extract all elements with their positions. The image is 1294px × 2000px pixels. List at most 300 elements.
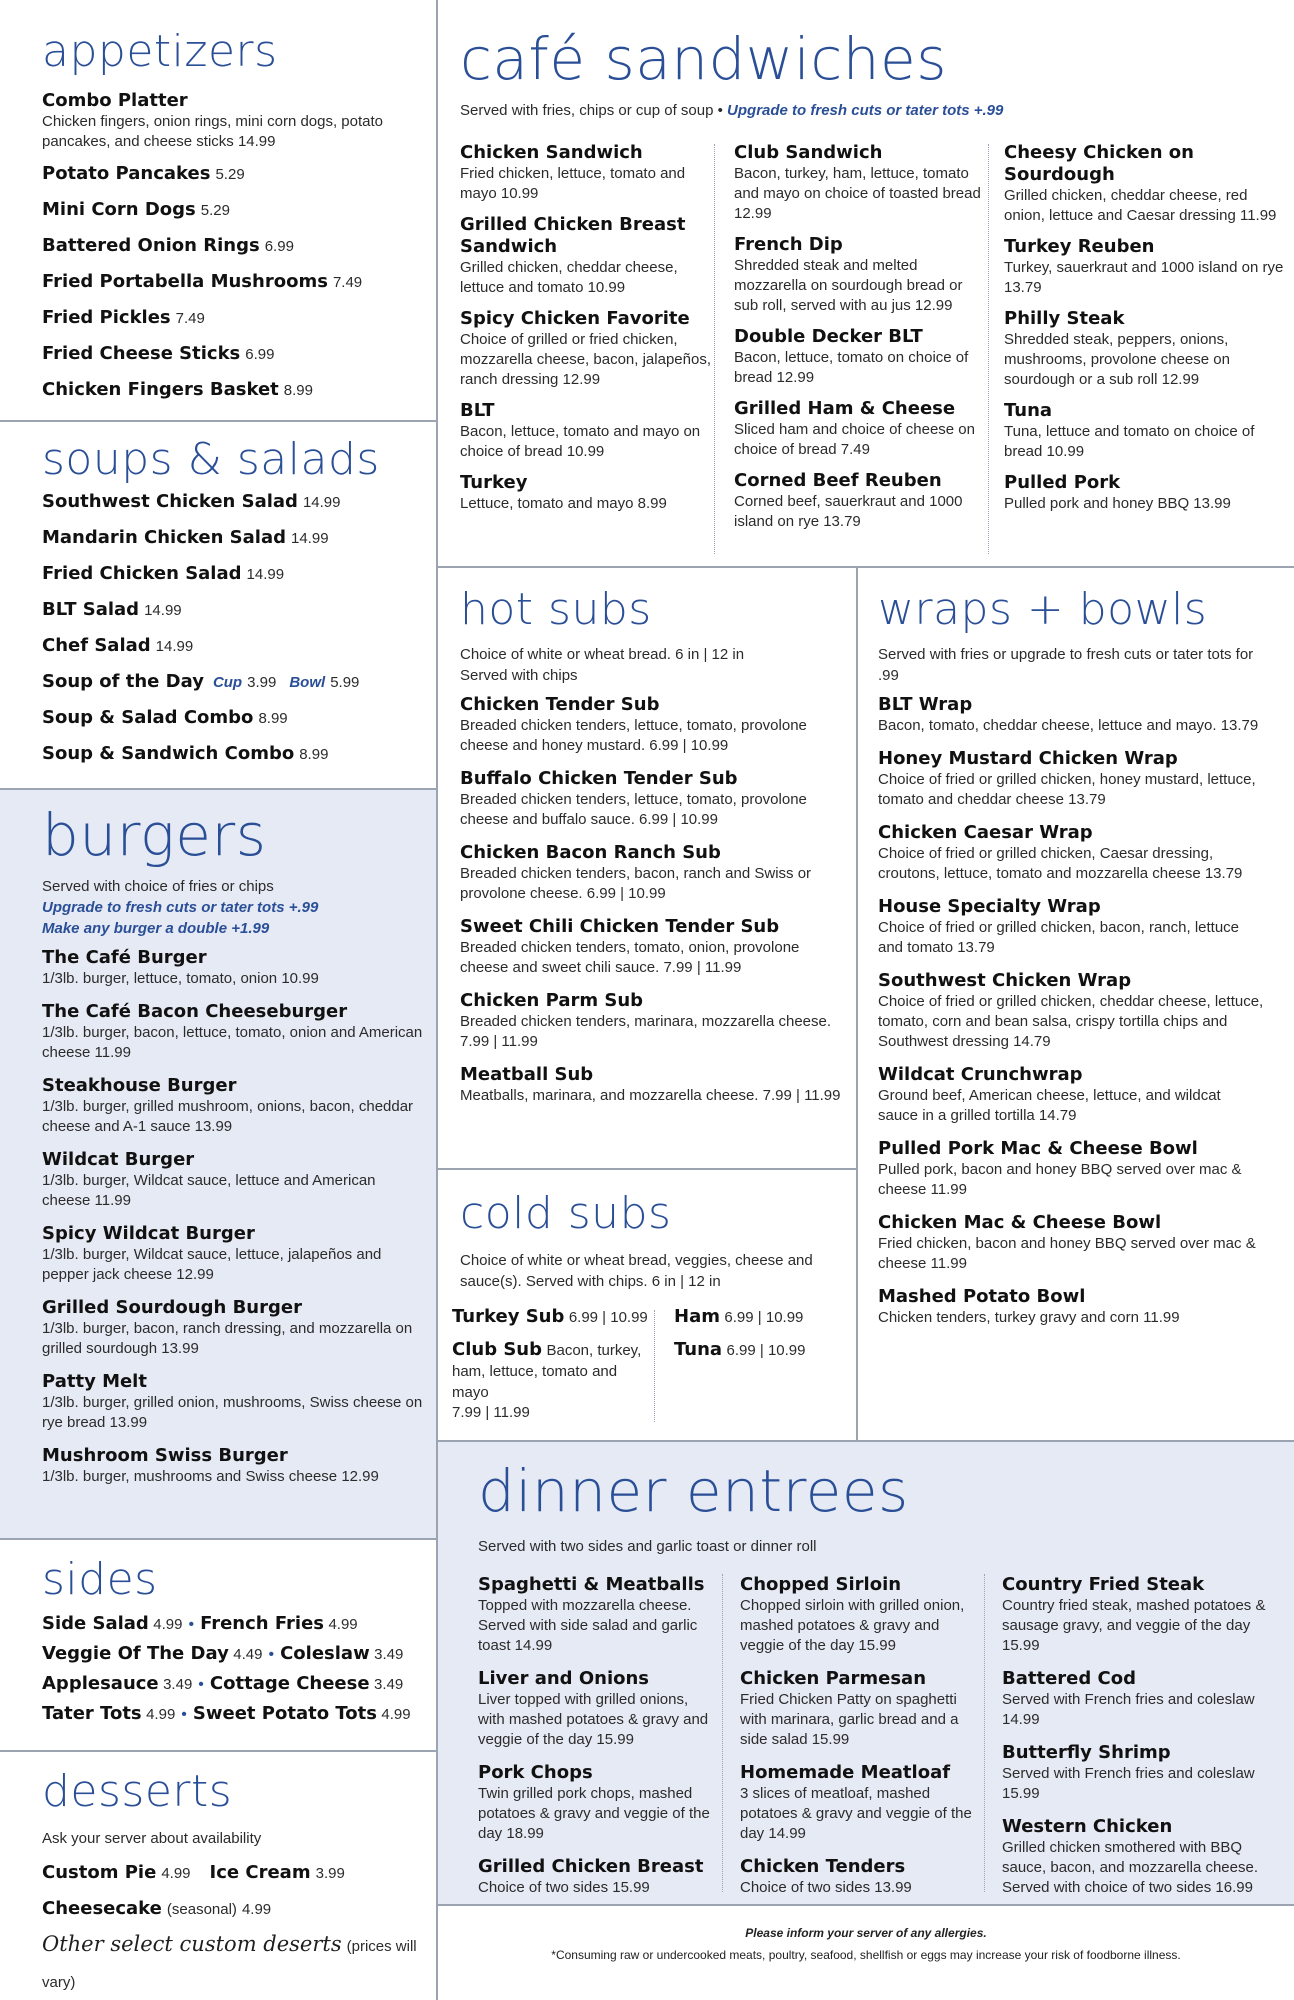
dinner-entrees-title: dinner entrees: [478, 1457, 909, 1525]
item-name: Butterfly Shrimp: [1002, 1742, 1171, 1763]
other-desserts-note: (prices will vary): [42, 1938, 417, 1991]
item-description: Tuna, lettuce and tomato on choice of bread 10.99: [1004, 423, 1255, 460]
cold-subs-intro: Choice of white or wheat bread, veggies, cheese and sauce(s). Served with chips. 6 in | 12 in: [460, 1252, 813, 1290]
item-description: 1/3lb. burger, Wildcat sauce, lettuce and American cheese 11.99: [42, 1172, 376, 1209]
item-name: Club Sandwich: [734, 142, 883, 163]
menu-item: [740, 1574, 980, 1656]
item-description: Grilled chicken smothered with BBQ sauce, bacon, and mozzarella cheese. Served with choice of two sides 16.99: [1002, 1839, 1258, 1896]
item-name: Fried Chicken Salad: [42, 563, 242, 584]
item-price: 6.99: [264, 238, 294, 255]
item-name: Western Chicken: [1002, 1816, 1173, 1837]
item-description: Choice of fried or grilled chicken, cheddar cheese, lettuce, tomato, corn and bean salsa, crispy tortilla chips and Southwest dressing 14.79: [878, 993, 1264, 1050]
item-description: Breaded chicken tenders, marinara, mozzarella cheese. 7.99 | 11.99: [460, 1013, 832, 1050]
item-name: Country Fried Steak: [1002, 1574, 1205, 1595]
item-price: 8.99: [283, 382, 313, 399]
tuna-sub-name: Tuna: [674, 1339, 723, 1360]
ham-sub: [674, 1306, 844, 1329]
menu-item: [42, 192, 422, 228]
combo-list: [42, 700, 422, 772]
item-name: Double Decker BLT: [734, 326, 923, 347]
item-name: Chicken Parm Sub: [460, 990, 644, 1011]
sides-row: [42, 1640, 432, 1670]
item-description: Choice of two sides 15.99: [478, 1879, 650, 1896]
menu-item: [734, 234, 984, 316]
item-name: Pork Chops: [478, 1762, 593, 1783]
menu-item: [42, 556, 422, 592]
item-price: 5.29: [200, 202, 230, 219]
item-description: Bacon, tomato, cheddar cheese, lettuce and mayo. 13.79: [878, 717, 1259, 734]
item-name: House Specialty Wrap: [878, 896, 1101, 917]
item-description: Fried Chicken Patty on spaghetti with marinara, garlic bread and a side salad 15.99: [740, 1691, 959, 1748]
item-price: 7.49: [332, 274, 363, 291]
item-name: Mandarin Chicken Salad: [42, 527, 286, 548]
item-description: Choice of fried or grilled chicken, honey mustard, lettuce, tomato and cheddar cheese 13.79: [878, 771, 1256, 808]
bowl-label: Bowl: [289, 674, 326, 691]
side-price: 3.49: [374, 1646, 404, 1663]
item-name: Wildcat Burger: [42, 1149, 195, 1170]
item-name: Mushroom Swiss Burger: [42, 1445, 288, 1466]
desserts-intro: Ask your server about availability: [42, 1830, 262, 1847]
menu-item: [878, 1138, 1264, 1200]
menu-item: [460, 308, 712, 390]
side-name: Sweet Potato Tots: [192, 1703, 377, 1724]
sides-row: [42, 1670, 432, 1700]
bowl-price: 5.99: [330, 674, 360, 691]
menu-item: [460, 694, 850, 756]
menu-item: [42, 592, 422, 628]
menu-item: [1004, 236, 1284, 298]
menu-item: [42, 1297, 427, 1359]
dinner-column-3: [1002, 1566, 1284, 1898]
menu-item: [42, 1445, 427, 1487]
item-description: Choice of fried or grilled chicken, bacon, ranch, lettuce and tomato 13.79: [878, 919, 1240, 956]
side-name: Veggie Of The Day: [42, 1643, 229, 1664]
custom-pie-price: 4.99: [161, 1865, 191, 1882]
menu-item: [878, 1212, 1264, 1274]
cold-subs-col-1: [452, 1306, 652, 1423]
side-name: Tater Tots: [42, 1703, 142, 1724]
bullet: •: [268, 1646, 275, 1663]
menu-item: [42, 1371, 427, 1433]
item-name: Spaghetti & Meatballs: [478, 1574, 705, 1595]
desserts-row-3: [42, 1927, 432, 2000]
item-description: Chopped sirloin with grilled onion, mashed potatoes & gravy and veggie of the day 15.99: [740, 1597, 965, 1654]
menu-item: [460, 768, 850, 830]
menu-item: [878, 970, 1264, 1052]
item-description: Shredded steak, peppers, onions, mushrooms, provolone cheese on sourdough or a sub roll 12.99: [1004, 331, 1230, 388]
burgers-intro: Served with choice of fries or chips: [42, 878, 274, 895]
item-description: 1/3lb. burger, bacon, ranch dressing, and mozzarella on grilled sourdough 13.99: [42, 1320, 413, 1357]
item-name: Chicken Parmesan: [740, 1668, 927, 1689]
menu-item: [42, 300, 422, 336]
dinner-entrees-intro: Served with two sides and garlic toast or dinner roll: [478, 1538, 817, 1555]
dinner-entrees-section: [438, 1442, 1294, 1904]
item-name: Patty Melt: [42, 1371, 147, 1392]
dinner-column-1: [478, 1566, 718, 1898]
burgers-section: [0, 790, 436, 1538]
item-name: Sweet Chili Chicken Tender Sub: [460, 916, 780, 937]
item-description: Sliced ham and choice of cheese on choice of bread 7.49: [734, 421, 975, 458]
item-description: Breaded chicken tenders, lettuce, tomato, provolone cheese and buffalo sauce. 6.99 | 10.99: [460, 791, 807, 828]
menu-item: [1004, 400, 1284, 462]
wraps-bowls-intro: Served with fries or upgrade to fresh cuts or tater tots for .99: [878, 646, 1254, 684]
item-name: Corned Beef Reuben: [734, 470, 942, 491]
menu-item: [878, 1286, 1264, 1328]
turkey-sub: [452, 1306, 652, 1329]
item-name: Turkey Reuben: [1004, 236, 1155, 257]
desserts-section: [0, 1752, 436, 2000]
desserts-row-2: [42, 1891, 432, 1927]
hot-subs-title: hot subs: [460, 584, 652, 635]
menu-item: [42, 520, 422, 556]
item-name: Chicken Mac & Cheese Bowl: [878, 1212, 1162, 1233]
cafe-sandwiches-title: café sandwiches: [460, 25, 947, 93]
side-price: 4.99: [153, 1616, 183, 1633]
cup-price: 3.99: [247, 674, 277, 691]
hot-subs-section: [438, 568, 856, 1168]
sides-section: [0, 1540, 436, 1750]
side-price: 4.99: [328, 1616, 358, 1633]
item-description: Meatballs, marinara, and mozzarella cheese. 7.99 | 11.99: [460, 1087, 841, 1104]
menu-item: [734, 470, 984, 532]
item-description: 1/3lb. burger, grilled onion, mushrooms, Swiss cheese on rye bread 13.99: [42, 1394, 423, 1431]
menu-item: [42, 228, 422, 264]
item-description: 1/3lb. burger, bacon, lettuce, tomato, onion and American cheese 11.99: [42, 1024, 423, 1061]
menu-item: [740, 1668, 980, 1750]
menu-item: [460, 916, 850, 978]
allergy-note: Please inform your server of any allergies.: [745, 1926, 987, 1940]
menu-item: [42, 1001, 427, 1063]
item-name: Southwest Chicken Salad: [42, 491, 298, 512]
item-name: Battered Onion Rings: [42, 235, 260, 256]
combo-platter-name: Combo Platter: [42, 90, 188, 111]
side-name: Applesauce: [42, 1673, 159, 1694]
item-name: Mini Corn Dogs: [42, 199, 196, 220]
item-name: BLT Wrap: [878, 694, 973, 715]
item-name: BLT Salad: [42, 599, 140, 620]
item-name: Chicken Sandwich: [460, 142, 643, 163]
item-description: Choice of fried or grilled chicken, Caesar dressing, croutons, lettuce, tomato and mozzarella cheese 13.79: [878, 845, 1243, 882]
item-name: Cheesy Chicken on Sourdough: [1004, 142, 1194, 185]
soup-of-the-day-name: Soup of the Day: [42, 671, 204, 692]
sides-row: [42, 1700, 432, 1730]
cafe-intro-text: Served with fries, chips or cup of soup •: [460, 102, 723, 119]
item-description: Shredded steak and melted mozzarella on sourdough bread or sub roll, served with au jus 12.99: [734, 257, 963, 314]
wraps-bowls-title: wraps + bowls: [878, 584, 1208, 635]
side-name: Side Salad: [42, 1613, 149, 1634]
soups-salads-list: [42, 484, 422, 664]
cafe-column-1: [460, 134, 712, 514]
hot-subs-list: [460, 694, 850, 1106]
item-name: Buffalo Chicken Tender Sub: [460, 768, 738, 789]
burgers-title: burgers: [42, 801, 267, 869]
item-description: Choice of grilled or fried chicken, mozzarella cheese, bacon, jalapeños, ranch dressing 12.99: [460, 331, 711, 388]
menu-item: [460, 214, 712, 298]
desserts-row-1: [42, 1855, 432, 1891]
turkey-sub-name: Turkey Sub: [452, 1306, 565, 1327]
item-description: 1/3lb. burger, Wildcat sauce, lettuce, jalapeños and pepper jack cheese 12.99: [42, 1246, 382, 1283]
item-description: Bacon, lettuce, tomato and mayo on choice of bread 10.99: [460, 423, 701, 460]
menu-item: [734, 398, 984, 460]
sides-title: sides: [42, 1554, 158, 1605]
item-name: Mashed Potato Bowl: [878, 1286, 1086, 1307]
item-price: 8.99: [299, 746, 329, 763]
item-description: Topped with mozzarella cheese. Served with side salad and garlic toast 14.99: [478, 1597, 698, 1654]
side-price: 4.99: [381, 1706, 411, 1723]
menu-item: [1002, 1668, 1284, 1730]
item-description: 1/3lb. burger, lettuce, tomato, onion 10.99: [42, 970, 319, 987]
menu-item: [740, 1762, 980, 1844]
item-name: Soup & Sandwich Combo: [42, 743, 295, 764]
cafe-sandwiches-section: [438, 0, 1294, 566]
menu-item: [42, 1075, 427, 1137]
cheesecake-price: 4.99: [241, 1901, 272, 1918]
club-sub-price: 7.99 | 11.99: [452, 1404, 530, 1421]
item-name: BLT: [460, 400, 495, 421]
cheesecake-note: (seasonal): [166, 1901, 237, 1918]
wraps-bowls-section: [858, 568, 1294, 1440]
item-name: Grilled Chicken Breast: [478, 1856, 704, 1877]
menu-item: [42, 484, 422, 520]
cafe-column-3: [1004, 134, 1284, 514]
menu-item: [460, 842, 850, 904]
item-description: Lettuce, tomato and mayo 8.99: [460, 495, 667, 512]
menu-item: [878, 1064, 1264, 1126]
item-name: Tuna: [1004, 400, 1053, 421]
menu-item: [878, 748, 1264, 810]
item-price: 14.99: [155, 638, 194, 655]
menu-item: [42, 700, 422, 736]
item-name: Battered Cod: [1002, 1668, 1136, 1689]
side-price: 3.49: [374, 1676, 404, 1693]
burgers-list: [42, 947, 427, 1487]
bullet: •: [188, 1616, 195, 1633]
cafe-upgrade: Upgrade to fresh cuts or tater tots +.99: [727, 102, 1004, 119]
item-description: Breaded chicken tenders, bacon, ranch and Swiss or provolone cheese. 6.99 | 10.99: [460, 865, 812, 902]
sides-row: [42, 1610, 432, 1640]
club-sub: [452, 1339, 652, 1423]
item-description: Choice of two sides 13.99: [740, 1879, 912, 1896]
item-name: Chicken Fingers Basket: [42, 379, 279, 400]
item-name: Soup & Salad Combo: [42, 707, 254, 728]
menu-item: [42, 264, 422, 300]
item-description: Corned beef, sauerkraut and 1000 island on rye 13.79: [734, 493, 963, 530]
menu-item: [1002, 1574, 1284, 1656]
menu-item: [1004, 308, 1284, 390]
item-price: 14.99: [144, 602, 182, 619]
item-description: Served with French fries and coleslaw 15.99: [1002, 1765, 1255, 1802]
divider: [988, 144, 989, 554]
item-name: Chicken Bacon Ranch Sub: [460, 842, 721, 863]
menu-item: [478, 1856, 718, 1898]
item-description: Pulled pork, bacon and honey BBQ served over mac & cheese 11.99: [878, 1161, 1242, 1198]
item-description: Liver topped with grilled onions, with mashed potatoes & gravy and veggie of the day 15.99: [478, 1691, 709, 1748]
item-description: Served with French fries and coleslaw 14.99: [1002, 1691, 1255, 1728]
item-name: Chicken Caesar Wrap: [878, 822, 1093, 843]
item-description: Fried chicken, lettuce, tomato and mayo 10.99: [460, 165, 686, 202]
menu-item: [42, 1223, 427, 1285]
turkey-sub-price: 6.99 | 10.99: [568, 1309, 648, 1326]
item-description: 1/3lb. burger, grilled mushroom, onions, bacon, cheddar cheese and A-1 sauce 13.99: [42, 1098, 414, 1135]
menu-item: [460, 472, 712, 514]
soup-of-the-day: [42, 664, 422, 700]
item-name: Chicken Tenders: [740, 1856, 906, 1877]
ham-sub-price: 6.99 | 10.99: [724, 1309, 804, 1326]
side-name: Cottage Cheese: [209, 1673, 370, 1694]
custom-pie-name: Custom Pie: [42, 1862, 157, 1883]
item-description: Bacon, turkey, ham, lettuce, tomato and mayo on choice of toasted bread 12.99: [734, 165, 981, 222]
club-sub-name: Club Sub: [452, 1339, 543, 1360]
cheesecake-name: Cheesecake: [42, 1898, 162, 1919]
burgers-double: Make any burger a double +1.99: [42, 920, 270, 937]
item-name: Steakhouse Burger: [42, 1075, 237, 1096]
item-name: Pulled Pork Mac & Cheese Bowl: [878, 1138, 1198, 1159]
ham-sub-name: Ham: [674, 1306, 720, 1327]
item-name: The Café Bacon Cheeseburger: [42, 1001, 348, 1022]
divider: [654, 1310, 655, 1422]
hot-subs-intro: Choice of white or wheat bread. 6 in | 12 in Served with chips: [460, 646, 745, 684]
other-desserts: Other select custom deserts: [42, 1932, 342, 1956]
menu-item: [42, 1149, 427, 1211]
item-description: Breaded chicken tenders, tomato, onion, provolone cheese and sweet chili sauce. 7.99 | 11.99: [460, 939, 800, 976]
item-price: 8.99: [258, 710, 288, 727]
divider: [714, 144, 715, 554]
desserts-title: desserts: [42, 1766, 233, 1817]
appetizers-list: [42, 156, 422, 408]
divider: [722, 1574, 723, 1892]
item-description: Fried chicken, bacon and honey BBQ served over mac & cheese 11.99: [878, 1235, 1256, 1272]
item-name: Grilled Chicken Breast Sandwich: [460, 214, 686, 257]
item-description: 1/3lb. burger, mushrooms and Swiss cheese 12.99: [42, 1468, 379, 1485]
menu-item: [42, 947, 427, 989]
item-name: Meatball Sub: [460, 1064, 594, 1085]
menu-item: [42, 372, 422, 408]
ice-cream-name: Ice Cream: [209, 1862, 311, 1883]
soups-salads-section: [0, 422, 436, 788]
menu-item: [460, 990, 850, 1052]
item-description: Grilled chicken, cheddar cheese, red onion, lettuce and Caesar dressing 11.99: [1004, 187, 1277, 224]
item-price: 14.99: [302, 494, 341, 511]
item-price: 14.99: [291, 530, 329, 547]
item-name: Fried Cheese Sticks: [42, 343, 241, 364]
cold-subs-title: cold subs: [460, 1188, 672, 1239]
item-name: Chef Salad: [42, 635, 151, 656]
club-sub-desc: Bacon, turkey, ham, lettuce, tomato and mayo: [452, 1342, 642, 1401]
item-name: Honey Mustard Chicken Wrap: [878, 748, 1178, 769]
menu-item: [1002, 1742, 1284, 1804]
item-name: Fried Portabella Mushrooms: [42, 271, 328, 292]
item-description: 3 slices of meatloaf, mashed potatoes & gravy and veggie of the day 14.99: [740, 1785, 972, 1842]
side-name: Coleslaw: [280, 1643, 370, 1664]
menu-item: [1004, 142, 1284, 226]
item-price: 6.99: [245, 346, 275, 363]
item-price: 5.29: [215, 166, 245, 183]
side-price: 3.49: [163, 1676, 193, 1693]
item-name: Fried Pickles: [42, 307, 171, 328]
item-name: Philly Steak: [1004, 308, 1125, 329]
item-name: Spicy Chicken Favorite: [460, 308, 690, 329]
soups-salads-title: soups & salads: [42, 434, 380, 485]
item-name: Chicken Tender Sub: [460, 694, 660, 715]
item-name: Pulled Pork: [1004, 472, 1121, 493]
item-description: Grilled chicken, cheddar cheese, lettuce and tomato 10.99: [460, 259, 678, 296]
item-name: Turkey: [460, 472, 528, 493]
appetizers-section: [0, 0, 436, 420]
item-name: Potato Pancakes: [42, 163, 211, 184]
menu-item: [734, 326, 984, 388]
menu-item: [478, 1574, 718, 1656]
menu-item: [460, 400, 712, 462]
item-price: 7.49: [175, 310, 205, 327]
menu-item: [42, 628, 422, 664]
cold-subs-section: [438, 1170, 856, 1440]
item-name: The Café Burger: [42, 947, 207, 968]
combo-platter-desc: Chicken fingers, onion rings, mini corn dogs, potato pancakes, and cheese sticks 14.99: [42, 113, 384, 150]
menu-item: [1002, 1816, 1284, 1898]
menu-item: [878, 822, 1264, 884]
burgers-upgrade: Upgrade to fresh cuts or tater tots +.99: [42, 899, 319, 916]
menu-item: [42, 336, 422, 372]
item-description: Pulled pork and honey BBQ 13.99: [1004, 495, 1231, 512]
tuna-sub-price: 6.99 | 10.99: [726, 1342, 806, 1359]
tuna-sub: [674, 1339, 844, 1362]
cup-label: Cup: [212, 674, 243, 691]
item-name: Liver and Onions: [478, 1668, 650, 1689]
cold-subs-col-2: [674, 1306, 844, 1362]
menu-item: [878, 694, 1264, 736]
menu-item: [460, 1064, 850, 1106]
menu-item: [740, 1856, 980, 1898]
menu-item: [478, 1762, 718, 1844]
side-price: 4.99: [146, 1706, 176, 1723]
item-name: Spicy Wildcat Burger: [42, 1223, 255, 1244]
item-name: French Dip: [734, 234, 843, 255]
wraps-bowls-list: [878, 694, 1264, 1328]
divider: [984, 1574, 985, 1892]
footer: [438, 1906, 1294, 2000]
item-name: Southwest Chicken Wrap: [878, 970, 1132, 991]
item-name: Wildcat Crunchwrap: [878, 1064, 1083, 1085]
bullet: •: [181, 1706, 187, 1723]
menu-item: [42, 736, 422, 772]
item-description: Chicken tenders, turkey gravy and corn 11.99: [878, 1309, 1180, 1326]
foodborne-warning: *Consuming raw or undercooked meats, poultry, seafood, shellfish or eggs may increase your risk of foodborne illness.: [551, 1948, 1181, 1962]
menu-item: [1004, 472, 1284, 514]
item-name: Grilled Sourdough Burger: [42, 1297, 302, 1318]
menu-item: [878, 896, 1264, 958]
cafe-column-2: [734, 134, 984, 532]
item-name: Grilled Ham & Cheese: [734, 398, 956, 419]
item-name: Chopped Sirloin: [740, 1574, 902, 1595]
item-description: Country fried steak, mashed potatoes & sausage gravy, and veggie of the day 15.99: [1002, 1597, 1266, 1654]
item-description: Bacon, lettuce, tomato on choice of bread 12.99: [734, 349, 969, 386]
side-price: 4.49: [233, 1646, 263, 1663]
item-name: Homemade Meatloaf: [740, 1762, 951, 1783]
menu-item: [42, 156, 422, 192]
item-description: Breaded chicken tenders, lettuce, tomato, provolone cheese and honey mustard. 6.99 | 10.99: [460, 717, 807, 754]
sides-list: [42, 1610, 432, 1730]
ice-cream-price: 3.99: [315, 1865, 345, 1882]
menu-item: [460, 142, 712, 204]
menu-item: [478, 1668, 718, 1750]
cafe-sandwiches-intro: [460, 100, 1003, 121]
menu-item: [734, 142, 984, 224]
dinner-column-2: [740, 1566, 980, 1898]
side-name: French Fries: [200, 1613, 324, 1634]
item-description: Twin grilled pork chops, mashed potatoes & gravy and veggie of the day 18.99: [478, 1785, 710, 1842]
bullet: •: [198, 1676, 204, 1693]
appetizers-title: appetizers: [42, 26, 278, 77]
